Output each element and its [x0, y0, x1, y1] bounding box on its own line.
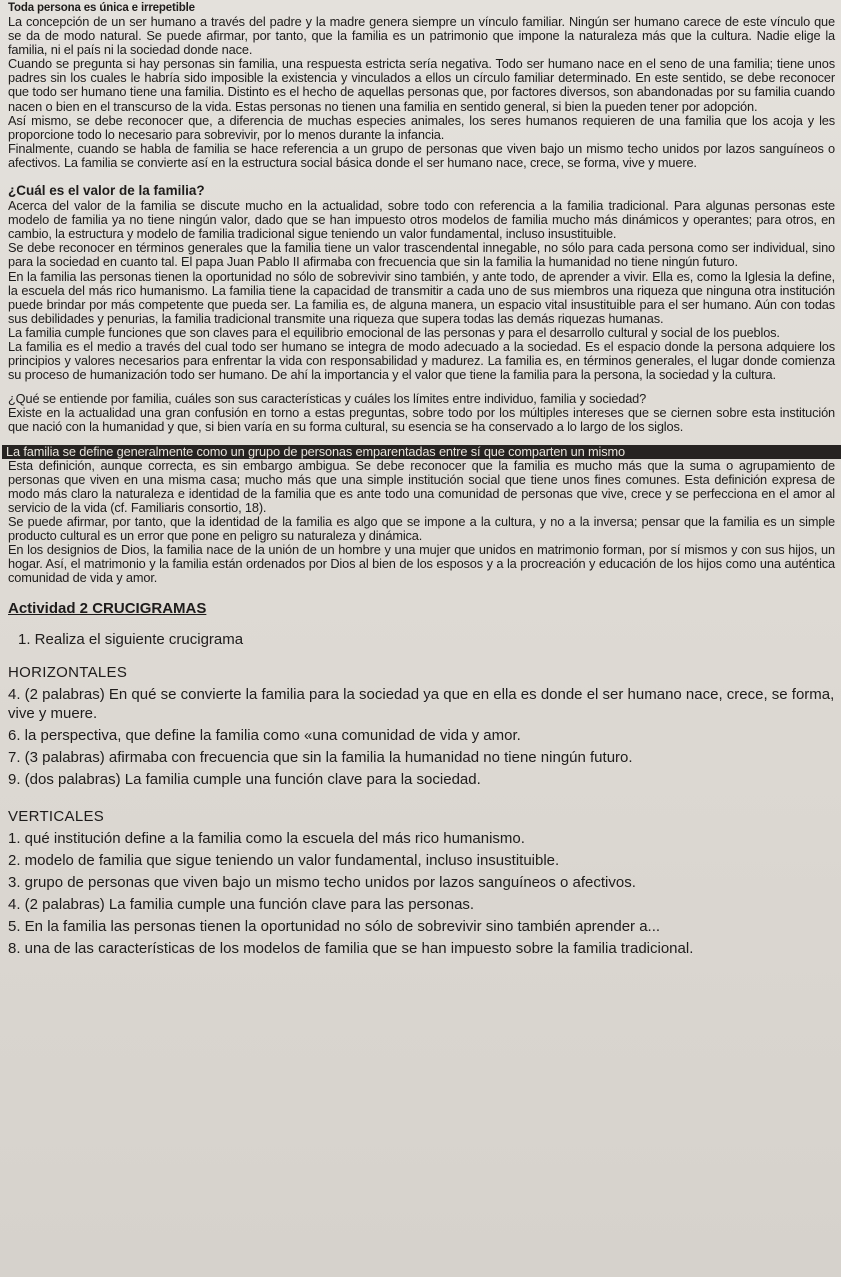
question-heading-definicion: ¿Qué se entiende por familia, cuáles son sus características y cuáles los límites entre individuo, familia y sociedad?: [8, 391, 647, 407]
horizontales-label: HORIZONTALES: [8, 664, 128, 682]
reading-text: [8, 2, 835, 585]
activity-title: Actividad 2 CRUCIGRAMAS: [8, 600, 207, 618]
activity-instruction: 1. Realiza el siguiente crucigrama: [18, 631, 244, 649]
definition-highlight-line: [8, 445, 835, 459]
vertical-clue-2: 2. modelo de familia que sigue teniendo un valor fundamental, incluso insustituible.: [8, 852, 560, 870]
intro-paragraph-3: Así mismo, se debe reconocer que, a diferencia de muchas especies animales, los seres humanos requieren de una familia que los acoja y les proporcione todo lo necesario para sobrevivir, por lo menos durante la infancia.: [8, 112, 835, 142]
definition-paragraph-3: En los designios de Dios, la familia nace de la unión de un hombre y una mujer que unidos en matrimonio forman, por sí mismos y con sus hijos, un hogar. Así, el matrimonio y la familia están ordenados por Dios al bien de los esposos y a la procreación y educación de los hijos como una auténtica comunidad de vida y amor.: [8, 542, 835, 586]
valor-paragraph-3: En la familia las personas tienen la oportunidad no sólo de sobrevivir sino también, y ante todo, de aprender a vivir. Ella es, como la Iglesia la define, la escuela del más rico humanismo. La familia tiene la capacidad de transmitir a cada uno de sus miembros una riqueza que ninguna otra institución puede brindar por más competente que pueda ser. La familia es, de alguna manera, un espacio vital insustituible para el ser humano. Aún con todas sus debilidades y penurias, la familia tradicional transmite una riqueza que supera todas las demás riquezas humanas.: [8, 268, 835, 326]
vertical-clue-4: 4. (2 palabras) La familia cumple una función clave para las personas.: [8, 896, 475, 914]
definicion-intro-paragraph: Existe en la actualidad una gran confusión en torno a estas preguntas, sobre todo por los múltiples intereses que se ciernen sobre esta institución que nació con la humanidad y que, si bien varía en su forma cultural, su esencia se ha conservado a lo largo de los siglos.: [8, 405, 835, 435]
intro-paragraph-2: Cuando se pregunta si hay personas sin familia, una respuesta estricta sería negativa. Todo ser humano nace en el seno de una familia; tiene unos padres sin los cuales le habría sido imposible la existencia y vinculados a ellos un círculo familiar determinado. En este sentido, se debe reconocer que todo ser humano tiene una familia. Distinto es el hecho de aquellas personas que, por factores diversos, son abandonadas por su familia cuando nacen o bien en el transcurso de la vida. Estas personas no tienen una familia en sentido general, si bien la pueden tener por adopción.: [8, 56, 835, 114]
horizontal-clue-6: 6. la perspectiva, que define la familia como «una comunidad de vida y amor.: [8, 727, 521, 745]
vertical-clue-1: 1. qué institución define a la familia como la escuela del más rico humanismo.: [8, 830, 525, 848]
definition-paragraph-2: Se puede afirmar, por tanto, que la identidad de la familia es algo que se impone a la cultura, y no a la inversa; pensar que la familia es un simple producto cultural es un error que pone en peligro su naturaleza y dinámica.: [8, 514, 835, 544]
valor-paragraph-1: Acerca del valor de la familia se discute mucho en la actualidad, sobre todo con referencia a la familia tradicional. Para algunas personas este modelo de familia ya no tiene ningún valor, dado que se han impuesto otros modelos de familia mucho más dinámicos y operantes; para otros, en cambio, la estructura y modelo de familia tradicional sigue teniendo un valor fundamental, incluso insustituible.: [8, 198, 835, 242]
highlighted-text: La familia se define generalmente como un grupo de personas emparentadas entre sí que comparten un mismo: [2, 445, 841, 459]
verticales-label: VERTICALES: [8, 808, 105, 826]
vertical-clue-5: 5. En la familia las personas tienen la oportunidad no sólo de sobrevivir sino también aprender a...: [8, 918, 661, 936]
intro-paragraph-1: La concepción de un ser humano a través del padre y la madre genera siempre un vínculo familiar. Ningún ser humano carece de este vínculo que se da de modo natural. Se puede afirmar, por tanto, que la familia es un patrimonio que impone la naturaleza más que la cultura. Nadie elige la familia, ni el país ni la sociedad donde nace.: [8, 14, 835, 58]
horizontal-clue-7: 7. (3 palabras) afirmaba con frecuencia que sin la familia la humanidad no tiene ningún futuro.: [8, 749, 633, 767]
valor-paragraph-4: La familia cumple funciones que son claves para el equilibrio emocional de las personas y para el desarrollo cultural y social de los pueblos.: [8, 324, 780, 340]
vertical-clue-8: 8. una de las características de los modelos de familia que se han impuesto sobre la familia tradicional.: [8, 940, 694, 958]
valor-paragraph-2: Se debe reconocer en términos generales que la familia tiene un valor trascendental innegable, no sólo para cada persona como ser individual, sino para la sociedad en cuanto tal. El papa Juan Pablo II afirmaba con frecuencia que sin la familia la humanidad no tiene ningún futuro.: [8, 240, 835, 270]
intro-cut-line: Toda persona es única e irrepetible: [8, 2, 195, 14]
valor-paragraph-5: La familia es el medio a través del cual todo ser humano se integra de modo adecuado a la sociedad. Es el espacio donde la persona adquiere los principios y valores necesarios para enfrentar la vida con responsabilidad y madurez. La familia es, en términos generales, el lugar donde comienza su proceso de humanización todo ser humano. De ahí la importancia y el valor que tiene la familia para la persona, la sociedad y la cultura.: [8, 338, 835, 383]
activity-section: [8, 599, 835, 958]
horizontal-clue-9: 9. (dos palabras) La familia cumple una función clave para la sociedad.: [8, 771, 481, 789]
definition-paragraph-1: Esta definición, aunque correcta, es sin embargo ambigua. Se debe reconocer que la familia es mucho más que la suma o agrupamiento de personas que viven en una misma casa; mucho más que una simple institución social que tiene unos fines comunes. Esta definición expresa de modo más claro la naturaleza e identidad de la familia que es ante todo una comunidad de personas que vive, crece y se perfecciona en el amor al servicio de la vida (cf. Familiaris consortio, 18).: [8, 457, 835, 515]
intro-paragraph-4: Finalmente, cuando se habla de familia se hace referencia a un grupo de personas que viven bajo un mismo techo unidos por lazos sanguíneos o afectivos. La familia se convierte así en la estructura social básica donde el ser humano nace, crece, se forma, vive y muere.: [8, 140, 835, 170]
question-heading-valor: ¿Cuál es el valor de la familia?: [8, 183, 205, 199]
horizontal-clue-4: 4. (2 palabras) En qué se convierte la familia para la sociedad ya que en ella es donde el ser humano nace, crece, se forma, vive y muere.: [8, 686, 835, 723]
vertical-clue-3: 3. grupo de personas que viven bajo un mismo techo unidos por lazos sanguíneos o afectivos.: [8, 874, 636, 892]
